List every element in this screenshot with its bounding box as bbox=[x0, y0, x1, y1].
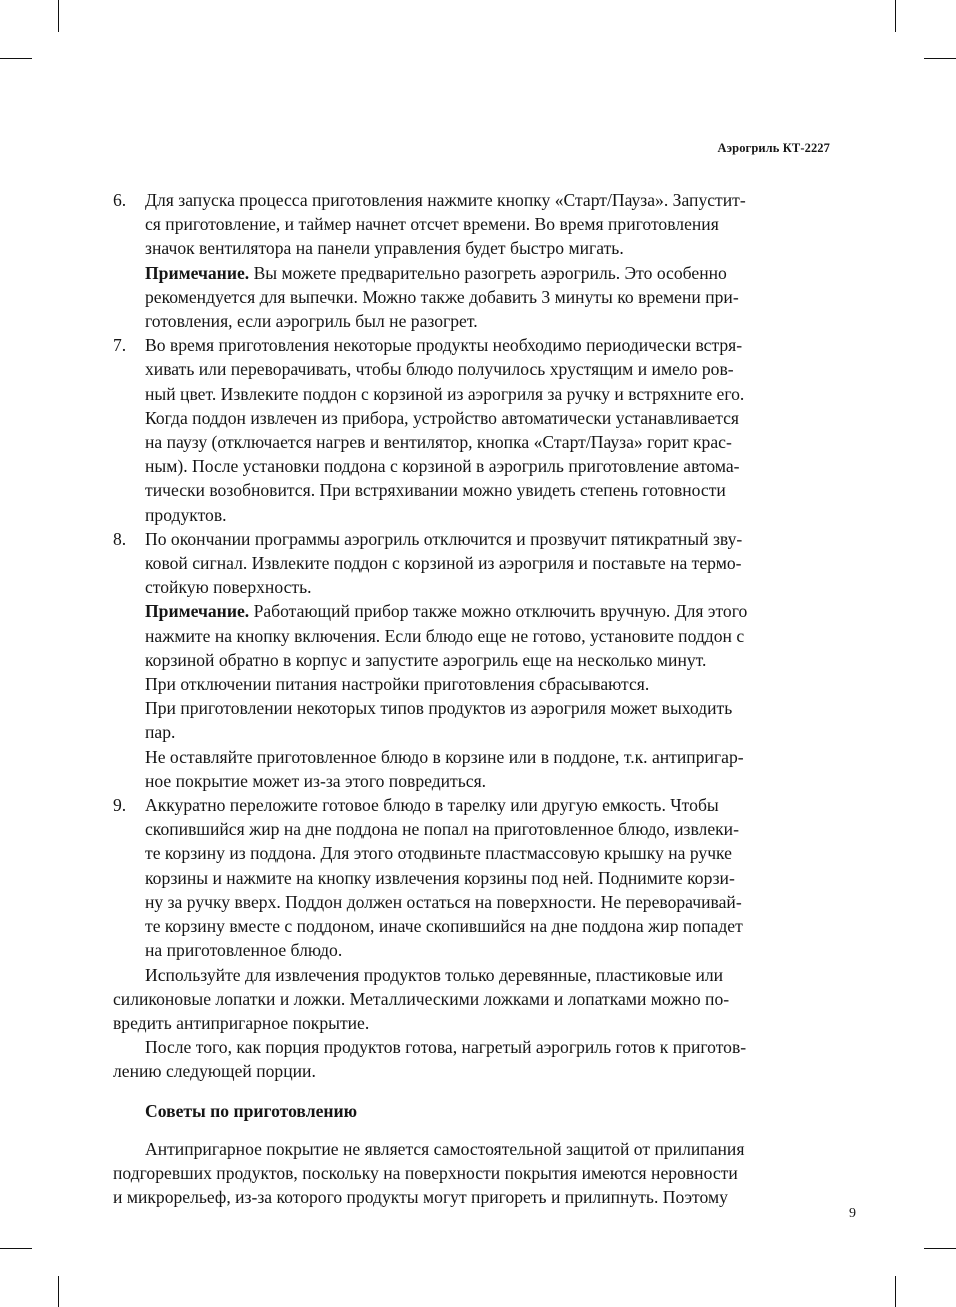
list-item bbox=[113, 333, 829, 527]
text-line: стойкую поверхность. bbox=[145, 577, 312, 598]
note-label: Примечание. bbox=[145, 262, 250, 283]
text-line: Аккуратно переложите готовое блюдо в тарелку или другую емкость. Чтобы bbox=[145, 795, 719, 816]
text-line: ным). После установки поддона с корзиной в аэрогриль приготовление автома- bbox=[145, 456, 740, 477]
page-number: 9 bbox=[849, 1206, 856, 1221]
text-line: ся приготовление, и таймер начнет отсчет времени. Во время приготовления bbox=[145, 214, 719, 235]
text-line: После того, как порция продуктов готова, нагретый аэрогриль готов к приготов- bbox=[145, 1037, 747, 1058]
text-line: Используйте для извлечения продуктов только деревянные, пластиковые или bbox=[145, 964, 724, 985]
text-line: ное покрытие может из-за этого повредиться. bbox=[145, 770, 487, 791]
text-line: корзиной обратно в корпус и запустите аэрогриль еще на несколько минут. bbox=[145, 649, 707, 670]
text-line: ковой сигнал. Извлеките поддон с корзиной из аэрогриля и поставьте на термо- bbox=[145, 553, 742, 574]
list-item-text bbox=[145, 793, 829, 962]
note-first-line bbox=[145, 599, 829, 623]
list-item-text bbox=[145, 527, 829, 600]
text-line: нажмите на кнопку включения. Если блюдо еще не готово, установите поддон с bbox=[145, 625, 745, 646]
note-first-line bbox=[145, 261, 829, 285]
list-item bbox=[113, 527, 829, 793]
note-text: Вы можете предварительно разогреть аэрогриль. Это особенно bbox=[249, 262, 727, 283]
text-line: ну за ручку вверх. Поддон должен остаться на поверхности. Не переворачивай- bbox=[145, 891, 742, 912]
text-line: ный цвет. Извлеките поддон с корзиной из аэрогриля за ручку и встряхните его. bbox=[145, 383, 745, 404]
text-line: пар. bbox=[145, 722, 176, 743]
text-line: По окончании программы аэрогриль отключится и прозвучит пятикратный зву- bbox=[145, 528, 743, 549]
text-line: Во время приготовления некоторые продукты необходимо периодически встря- bbox=[145, 335, 743, 356]
list-item-number: 7. bbox=[113, 335, 127, 356]
paragraph bbox=[113, 1137, 829, 1210]
list-item-text bbox=[145, 333, 829, 527]
text-line: те корзину из поддона. Для этого отодвиньте пластмассовую крышку на ручке bbox=[145, 843, 732, 864]
text-line: значок вентилятора на панели управления будет быстро мигать. bbox=[145, 238, 624, 259]
text-line: тически возобновится. При встряхивании можно увидеть степень готовности bbox=[145, 480, 726, 501]
list-item-number: 6. bbox=[113, 190, 127, 210]
note-label: Примечание. bbox=[145, 601, 250, 622]
text-line: При отключении питания настройки приготовления сбрасываются. bbox=[145, 674, 650, 695]
text-line: те корзину вместе с поддоном, иначе скопившийся на дне поддона жир попадет bbox=[145, 916, 743, 937]
text-line: При приготовлении некоторых типов продуктов из аэрогриля может выходить bbox=[145, 698, 733, 719]
text-line: на паузу (отключается нагрев и вентилятор, кнопка «Старт/Пауза» горит крас- bbox=[145, 432, 732, 453]
text-line: вредить антипригарное покрытие. bbox=[113, 1012, 370, 1033]
note bbox=[145, 599, 829, 793]
text-line: на приготовленное блюдо. bbox=[145, 940, 343, 961]
list-item bbox=[113, 188, 829, 333]
text-line: силиконовые лопатки и ложки. Металлическими ложками и лопатками можно по- bbox=[113, 988, 730, 1009]
text-line: лению следующей порции. bbox=[113, 1061, 316, 1082]
paragraph bbox=[113, 963, 829, 1036]
text-line: Когда поддон извлечен из прибора, устройство автоматически устанавливается bbox=[145, 407, 740, 428]
list-item-number: 8. bbox=[113, 528, 127, 549]
section-heading: Советы по приготовлению bbox=[145, 1100, 358, 1121]
text-line: Антипригарное покрытие не является самостоятельной защитой от прилипания bbox=[145, 1138, 745, 1159]
text-line: продуктов. bbox=[145, 504, 227, 525]
paragraph bbox=[113, 1035, 829, 1083]
text-line: корзины и нажмите на кнопку извлечения корзины под ней. Поднимите корзи- bbox=[145, 867, 735, 888]
text-line: хивать или переворачивать, чтобы блюдо получилось хрустящим и имело ров- bbox=[145, 359, 734, 380]
text-line: подгоревших продуктов, поскольку на поверхности покрытия имеются неровности bbox=[113, 1162, 738, 1183]
text-line: и микрорельеф, из-за которого продукты могут пригореть и прилипнуть. Поэтому bbox=[113, 1187, 728, 1208]
page-content bbox=[113, 188, 829, 1209]
text-line: скопившийся жир на дне поддона не попал на приготовленное блюдо, извлеки- bbox=[145, 819, 739, 840]
text-line: рекомендуется для выпечки. Можно также добавить 3 минуты ко времени при- bbox=[145, 286, 739, 307]
note bbox=[145, 261, 829, 334]
list-item bbox=[113, 793, 829, 962]
text-line: Не оставляйте приготовленное блюдо в корзине или в поддоне, т.к. антипригар- bbox=[145, 746, 744, 767]
note-text: Работающий прибор также можно отключить вручную. Для этого bbox=[249, 601, 748, 622]
running-header: Аэрогриль КТ-2227 bbox=[717, 141, 830, 155]
list-item-number: 9. bbox=[113, 795, 127, 816]
text-line: Для запуска процесса приготовления нажмите кнопку «Старт/Пауза». Запустит- bbox=[145, 190, 746, 210]
list-item-text bbox=[145, 188, 829, 261]
text-line: готовления, если аэрогриль был не разогрет. bbox=[145, 311, 478, 332]
